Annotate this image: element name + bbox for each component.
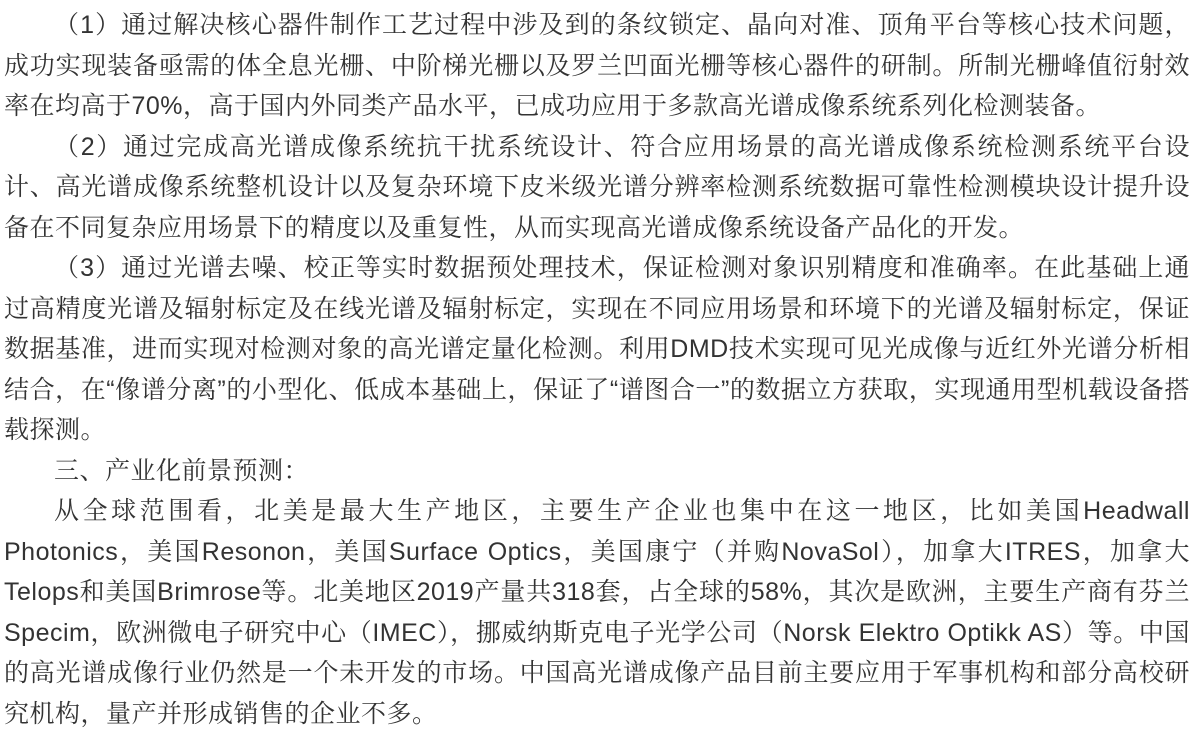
paragraph-achievement-1: （1）通过解决核心器件制作工艺过程中涉及到的条纹锁定、晶向对准、顶角平台等核心技术问题，成功实现装备亟需的体全息光栅、中阶梯光栅以及罗兰凹面光栅等核心器件的研制。所制光栅峰值衍射效率在均高于70%，高于国内外同类产品水平，已成功应用于多款高光谱成像系统系列化检测装备。: [4, 11, 1190, 120]
paragraph-achievement-3: （3）通过光谱去噪、校正等实时数据预处理技术，保证检测对象识别精度和准确率。在此基础上通过高精度光谱及辐射标定及在线光谱及辐射标定，实现在不同应用场景和环境下的光谱及辐射标定，保证数据基准，进而实现对检测对象的高光谱定量化检测。利用DMD技术实现可见光成像与近红外光谱分析相结合，在“像谱分离”的小型化、低成本基础上，保证了“谱图合一”的数据立方获取，实现通用型机载设备搭载探测。: [4, 254, 1190, 444]
paragraph-achievement-2: （2）通过完成高光谱成像系统抗干扰系统设计、符合应用场景的高光谱成像系统检测系统平台设计、高光谱成像系统整机设计以及复杂环境下皮米级光谱分辨率检测系统数据可靠性检测模块设计提升设备在不同复杂应用场景下的精度以及重复性，从而实现高光谱成像系统设备产品化的开发。: [4, 132, 1190, 242]
section-heading-industrialization-outlook: 三、产业化前景预测：: [54, 456, 310, 485]
paragraph-global-market-overview: 从全球范围看，北美是最大生产地区，主要生产企业也集中在这一地区，比如美国Headwall Photonics，美国Resonon，美国Surface Optics，美国康宁（并购NovaSol），加拿大ITRES，加拿大Telops和美国Brimrose等。北美地区2019产量共318套，占全球的58%，其次是欧洲，主要生产商有芬兰Specim，欧洲微电子研究中心（IMEC），挪威纳斯克电子光学公司（Norsk Elektro Optikk AS）等。中国的高光谱成像行业仍然是一个未开发的市场。中国高光谱成像产品目前主要应用于军事机构和部分高校研究机构，量产并形成销售的企业不多。: [4, 497, 1190, 728]
